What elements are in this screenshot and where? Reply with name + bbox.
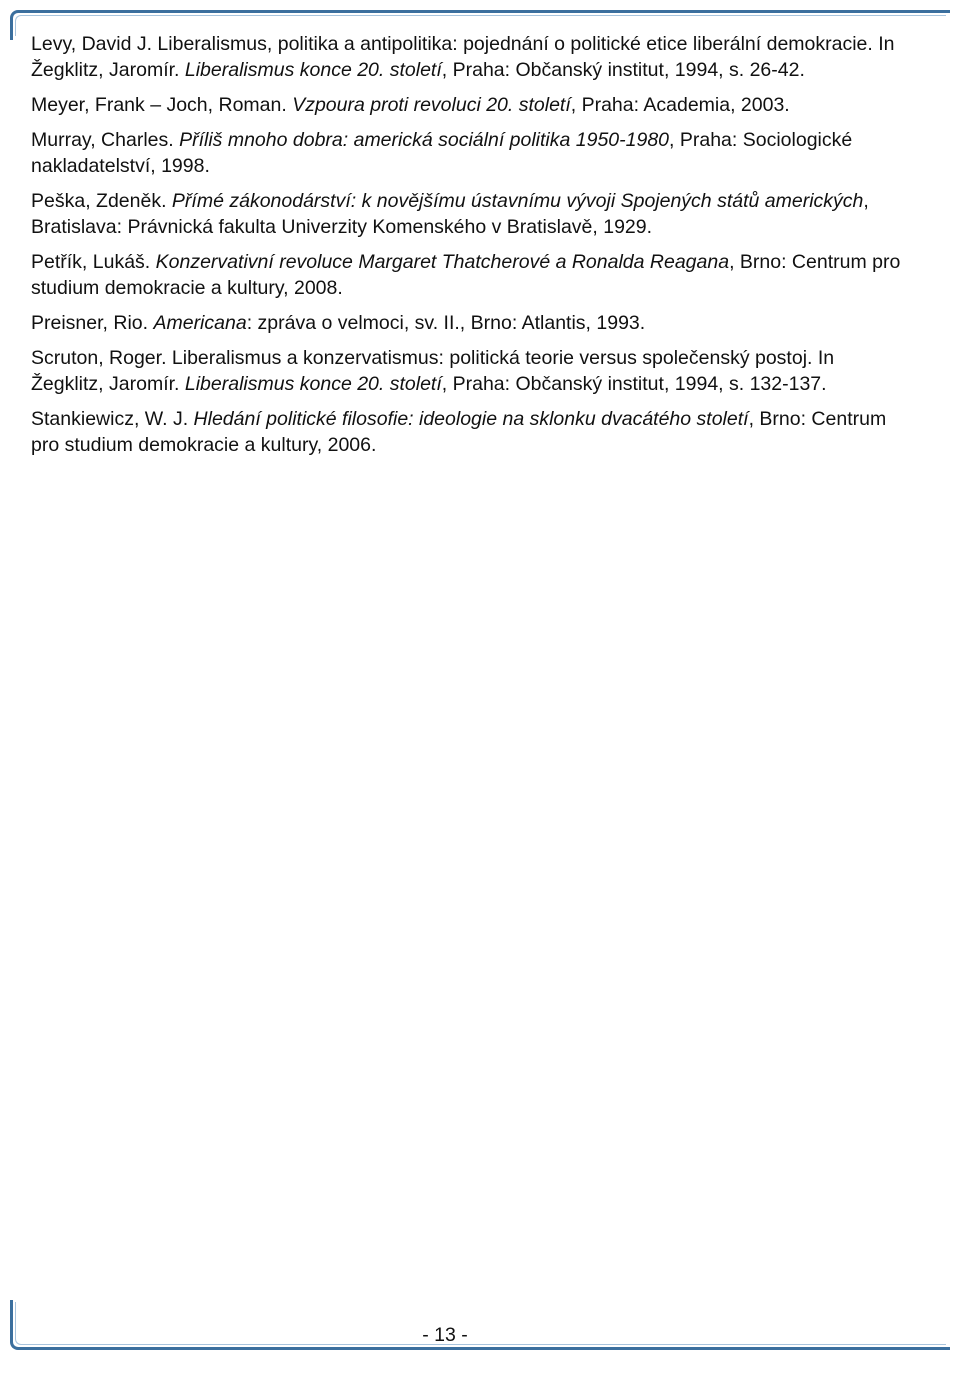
ref-segment: , Praha: Sociologické nakladatelství, 1998.	[31, 129, 853, 177]
ref-segment: Stankiewicz, W. J.	[31, 408, 194, 430]
ref-title: Hledání politické filosofie: ideologie na sklonku dvacátého století	[193, 408, 749, 430]
ref-segment: , Praha: Občanský institut, 1994, s. 132-137.	[441, 373, 827, 395]
ref-segment: Meyer, Frank – Joch, Roman.	[31, 94, 293, 116]
ref-title: Vzpoura proti revoluci 20. století	[292, 94, 571, 116]
reference-stankiewicz	[31, 406, 911, 458]
ref-segment: Petřík, Lukáš.	[31, 251, 156, 273]
reference-levy	[31, 31, 911, 83]
page-number: - 13 -	[422, 1324, 468, 1346]
ref-segment: , Brno: Centrum pro studium demokracie a kultury, 2008.	[31, 251, 901, 299]
ref-segment: Peška, Zdeněk.	[31, 190, 172, 212]
ref-segment: , Bratislava: Právnická fakulta Univerzity Komenského v Bratislavě, 1929.	[31, 190, 869, 238]
reference-peska	[31, 188, 911, 240]
ref-segment: , Praha: Academia, 2003.	[570, 94, 790, 116]
ref-title: Liberalismus konce 20. století	[184, 373, 442, 395]
reference-meyer	[31, 92, 911, 118]
ref-segment: , Brno: Centrum pro studium demokracie a kultury, 2006.	[31, 408, 887, 456]
ref-segment: , Praha: Občanský institut, 1994, s. 26-42.	[441, 59, 805, 81]
ref-segment: : zpráva o velmoci, sv. II., Brno: Atlantis, 1993.	[246, 312, 646, 334]
ref-title: Americana	[153, 312, 247, 334]
ref-title: Liberalismus konce 20. století	[184, 59, 442, 81]
ref-title: Přímé zákonodárství: k novějšímu ústavnímu vývoji Spojených států amerických	[171, 190, 864, 212]
reference-preisner	[31, 310, 911, 336]
bibliography-list	[31, 31, 911, 467]
ref-segment: Preisner, Rio.	[31, 312, 154, 334]
reference-murray	[31, 127, 911, 179]
reference-scruton	[31, 345, 911, 397]
ref-title: Příliš mnoho dobra: americká sociální politika 1950-1980	[179, 129, 670, 151]
ref-segment: Levy, David J. Liberalismus, politika a antipolitika: pojednání o politické etice liberální demokracie. In Žegklitz, Jaromír.	[31, 33, 895, 81]
reference-petrik	[31, 249, 911, 301]
ref-segment: Scruton, Roger. Liberalismus a konzervatismus: politická teorie versus společenský postoj. In Žegklitz, Jaromír.	[31, 347, 835, 395]
ref-title: Konzervativní revoluce Margaret Thatcherové a Ronalda Reagana	[155, 251, 730, 273]
ref-segment: Murray, Charles.	[31, 129, 180, 151]
